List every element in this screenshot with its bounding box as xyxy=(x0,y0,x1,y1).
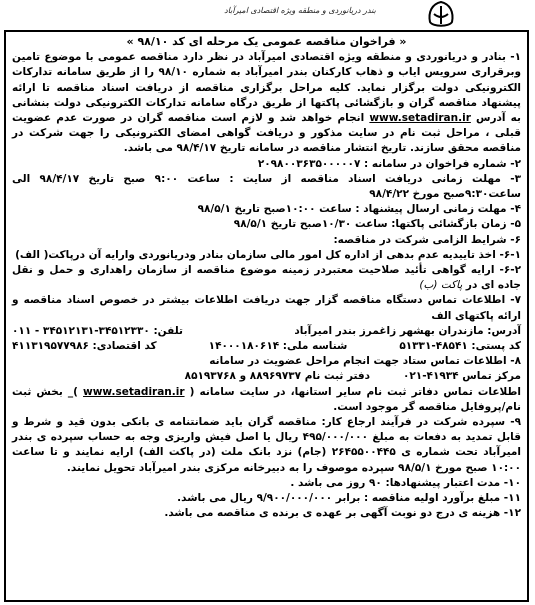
codes-row xyxy=(12,339,521,354)
announcement-title: « فراخوان مناقصه عمومی یک مرحله ای کد ۹۸/۱۰ » xyxy=(126,35,407,48)
item-11: ۱۱- مبلغ برآورد اولیه مناقصه : برابر ۹/۹۰۰/۰۰۰/۰۰۰ ریال می باشد. xyxy=(177,492,521,505)
national-id: شناسه ملی: ۱۴۰۰۰۱۸۰۶۱۴ xyxy=(208,340,348,353)
paragraph-1-part-b: انجام خواهد شد و لازم است مناقصه گران در صورت عدم عضویت قبلی ، مراحل ثبت نام در سایت مذکور و دریافت گواهی امضای الکترونیکی را جهت شرکت در مناقصه محقق سازند. تاریخ انتشار مناقصه در سامانه تاریخ ۹۸/۴/۱۷ می باشد. xyxy=(12,112,521,155)
item-7: ۷- اطلاعات تماس دستگاه مناقصه گزار جهت دریافت اطلاعات بیشتر در خصوص اسناد مناقصه و ارائه پاکتهای الف xyxy=(12,294,521,322)
item-10: ۱۰- مدت اعتبار پیشنهادها: ۹۰ روز می باشد . xyxy=(290,476,521,489)
item-6-2-handwritten: پاکت (ب) xyxy=(419,279,463,292)
item-8: ۸- اطلاعات تماس ستاد جهت انجام مراحل عضویت در سامانه xyxy=(209,355,521,368)
address-row xyxy=(12,324,521,339)
announcement-content xyxy=(6,32,527,522)
support-center: مرکز تماس ۴۱۹۳۴-۰۲۱ xyxy=(402,370,521,383)
item-6-1: ۶-۱- اخذ تاییدیه عدم بدهی از اداره کل امور مالی سازمان بنادر ودریانوردی وارایه آن درپاکت( الف) xyxy=(15,248,521,261)
registration-info xyxy=(12,385,521,415)
postal-code: کد پستی: ۴۸۵۴۱-۵۱۳۳۱ xyxy=(399,340,521,353)
header-org-name: بندر دریانوردی و منطقه ویژه اقتصادی امیرآباد xyxy=(224,6,376,15)
registration-info-b: )_ بخش ثبت نام/پروفایل مناقصه گر موجود است. xyxy=(12,385,521,413)
item-4: ۴- مهلت زمانی ارسال پیشنهاد : ساعت ۱۰:۰۰صبح تاریخ ۹۸/۵/۱ xyxy=(197,203,521,216)
paragraph-1-part-a: ۱- بنادر و دریانوردی و منطقه ویژه اقتصادی امیرآباد در نظر دارد مناقصه عمومی با موضوع تامین وبرقراری سرویس ایاب و ذهاب کارکنان بندر امیرآباد به شماره ۹۸/۱۰ را از طریق سامانه تدارکات الکترونیکی دولت برگزار نماید. کلیه مراحل برگزاری مناقصه از دریافت اسناد مناقصه تا ارائه پیشنهاد مناقصه گران و بازگشائی پاکتها از طریق درگاه سامانه تدارکات الکترونیکی دولت بنشانی به آدرس xyxy=(12,51,521,125)
item-3: ۳- مهلت زمانی دریافت اسناد مناقصه از سایت : ساعت ۹:۰۰ صبح تاریخ ۹۸/۴/۱۷ الی ساعت۹:۳۰صبح مورخ ۹۸/۴/۲۲ xyxy=(12,172,522,201)
economic-code: کد اقتصادی: ۴۱۱۳۱۹۵۷۷۹۸۶ xyxy=(12,340,157,353)
emblem-icon xyxy=(420,0,462,30)
paragraph-1 xyxy=(12,50,521,156)
setadiran-link-2[interactable]: www.setadiran.ir xyxy=(83,385,185,398)
setadiran-link[interactable]: www.setadiran.ir xyxy=(369,112,471,125)
item-2: ۲- شماره فراخوان در سامانه : ۲۰۹۸۰۰۳۶۳۵۰۰۰۰۰۷ xyxy=(257,157,521,170)
registration-office: دفتر ثبت نام ۸۸۹۶۹۷۳۷ و ۸۵۱۹۳۷۶۸ xyxy=(184,370,371,383)
address: آدرس: مازندران بهشهر زاغمرز بندر امیرآباد xyxy=(294,324,521,337)
item-12: ۱۲- هزینه ی درج دو نوبت آگهی بر عهده ی برنده ی مناقصه می باشد. xyxy=(164,507,521,520)
registration-info-a: اطلاعات تماس دفاتر ثبت نام سایر استانها، در سایت سامانه ( xyxy=(184,385,521,398)
item-5: ۵- زمان بازگشائی پاکتها: ساعت ۱۰/۳۰صبح تاریخ ۹۸/۵/۱ xyxy=(233,218,521,231)
announcement-box xyxy=(4,30,529,602)
item-6-2-text: ۶-۲- ارایه گواهی تأئید صلاحیت معتبردر زمینه موضوع مناقصه از سازمان راهداری و حمل و نقل جاده ای در xyxy=(12,264,521,292)
item-6-2 xyxy=(12,263,521,293)
phone: تلفن: ۳۴۵۱۲۳۳۰-۳۴۵۱۲۱۳۱ - ۰۱۱ xyxy=(12,324,183,337)
support-row xyxy=(12,369,521,384)
item-9: ۹- سپرده شرکت در فرآیند ارجاع کار: مناقصه گران باید ضمانتنامه ی بانکی بدون قید و شرط و قابل تمدید به دفعات به مبلغ ۴۹۵/۰۰۰/۰۰۰ ریال یا اصل فیش واریزی وجه به حساب سپرده ی بندر امیرآباد تحت شماره ی ۲۶۴۵۵۰۰۴۴۵ (جام) نزد بانک ملت (در پاکت الف) ارایه نمایند و تا ساعت ۱۰:۰۰ صبح مورخ ۹۸/۵/۱ سپرده موصوف را به دبیرخانه مرکزی بندر امیرآباد تحویل نمایند. xyxy=(12,416,521,474)
item-6: ۶- شرایط الزامی شرکت در مناقصه: xyxy=(333,233,521,246)
